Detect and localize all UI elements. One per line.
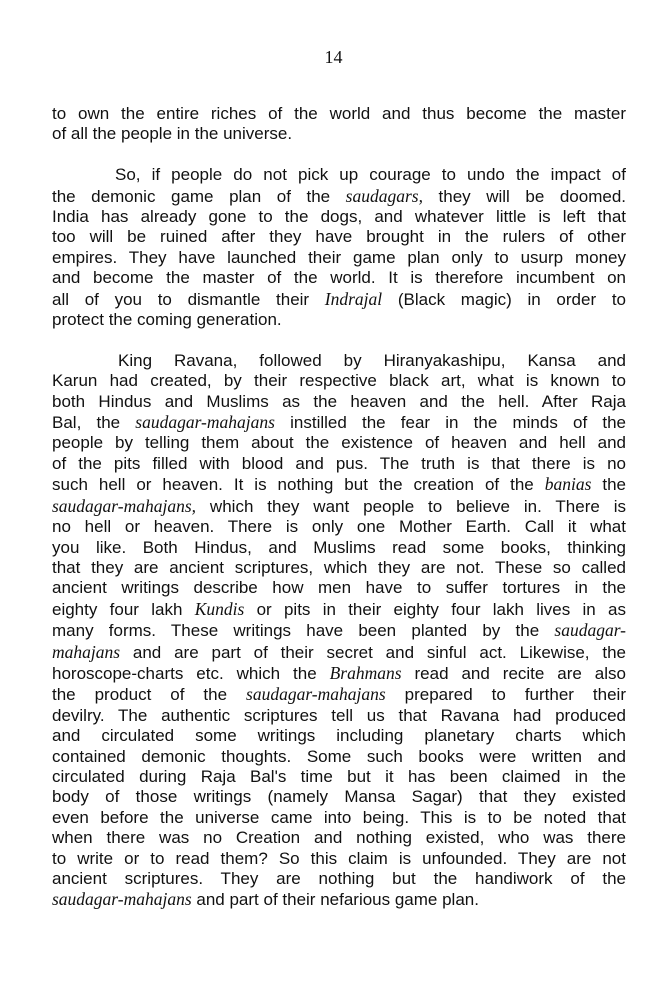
text-run: Karun had created, by their respective black art, what is known to bbox=[52, 371, 626, 391]
text-line bbox=[52, 706, 626, 726]
text-line bbox=[52, 104, 626, 124]
text-run: and part of their nefarious game plan. bbox=[191, 890, 479, 910]
text-run: devilry. The authentic scriptures tell us that Ravana had produced bbox=[52, 705, 626, 725]
text-line bbox=[52, 599, 626, 620]
text-run: that they are ancient scriptures, which they are not. These so called bbox=[52, 557, 626, 577]
text-line bbox=[52, 517, 626, 537]
text-run: they will be doomed. bbox=[422, 186, 626, 206]
text-run: no hell or heaven. There is only one Mother Earth. Call it what bbox=[52, 517, 626, 537]
text-line bbox=[52, 496, 626, 517]
text-run: too will be ruined after they have brought in the rulers of other bbox=[52, 227, 626, 247]
text-line bbox=[52, 268, 626, 288]
text-run: read and recite are also bbox=[401, 663, 626, 683]
text-line bbox=[52, 849, 626, 869]
text-line bbox=[52, 869, 626, 889]
text-line bbox=[52, 828, 626, 848]
text-line bbox=[52, 227, 626, 247]
italic-term: saudagar-mahajans bbox=[52, 889, 192, 910]
italic-term: Brahmans bbox=[329, 662, 402, 683]
italic-term: saudagars, bbox=[345, 185, 423, 206]
italic-term: saudagar- bbox=[554, 620, 626, 641]
paragraph bbox=[52, 104, 626, 145]
text-run: people by telling them about the existence of heaven and hell and bbox=[52, 433, 626, 453]
text-line bbox=[52, 371, 626, 391]
text-line bbox=[52, 767, 626, 787]
text-line bbox=[52, 433, 626, 453]
text-line bbox=[52, 787, 626, 807]
text-line bbox=[52, 392, 626, 412]
text-run: the product of the bbox=[52, 685, 247, 705]
text-run: King Ravana, followed by Hiranyakashipu, Kansa and bbox=[118, 350, 626, 370]
text-run: when there was no Creation and nothing existed, who was there bbox=[52, 828, 626, 848]
text-run: empires. They have launched their game plan only to usurp money bbox=[52, 247, 626, 267]
text-run: you like. Both Hindus, and Muslims read some books, thinking bbox=[52, 537, 626, 557]
text-run: of all the people in the universe. bbox=[52, 124, 293, 144]
text-line bbox=[52, 663, 626, 684]
paragraph bbox=[52, 165, 626, 330]
text-line bbox=[52, 454, 626, 474]
text-run: circulated during Raja Bal's time but it has been claimed in the bbox=[52, 766, 626, 786]
body-text bbox=[52, 104, 626, 911]
text-line bbox=[52, 412, 626, 433]
italic-term: Kundis bbox=[194, 598, 245, 619]
text-line bbox=[52, 124, 626, 144]
text-run: and become the master of the world. It is therefore incumbent on bbox=[52, 268, 626, 288]
text-run: the demonic game plan of the bbox=[52, 186, 346, 206]
text-run: eighty four lakh bbox=[52, 599, 195, 619]
text-line bbox=[52, 538, 626, 558]
text-line bbox=[52, 726, 626, 746]
text-line bbox=[52, 165, 626, 185]
text-line bbox=[52, 207, 626, 227]
text-line bbox=[52, 620, 626, 641]
text-line bbox=[52, 474, 626, 495]
text-run: body of those writings (namely Mansa Sagar) that they existed bbox=[52, 787, 626, 807]
text-run: the bbox=[591, 475, 626, 495]
text-line bbox=[52, 578, 626, 598]
text-run: of the pits filled with blood and pus. The truth is that there is no bbox=[52, 453, 626, 473]
text-run: or pits in their eighty four lakh lives in as bbox=[244, 599, 626, 619]
text-run: So, if people do not pick up courage to undo the impact of bbox=[115, 165, 626, 185]
text-run: all of you to dismantle their bbox=[52, 289, 325, 309]
text-line bbox=[52, 310, 626, 330]
text-run: horoscope-charts etc. which the bbox=[52, 663, 330, 683]
text-run: prepared to further their bbox=[385, 685, 626, 705]
italic-term: Indrajal bbox=[324, 288, 383, 309]
text-run: both Hindus and Muslims as the heaven and the hell. After Raja bbox=[52, 391, 626, 411]
text-line bbox=[52, 642, 626, 663]
text-run: even before the universe came into being. This is to be noted that bbox=[52, 807, 626, 827]
text-line bbox=[52, 351, 626, 371]
text-run: such hell or heaven. It is nothing but the creation of the bbox=[52, 475, 545, 495]
text-run: Bal, the bbox=[52, 413, 136, 433]
text-run: ancient writings describe how men have to suffer tortures in the bbox=[52, 578, 626, 598]
text-line bbox=[52, 808, 626, 828]
text-line bbox=[52, 747, 626, 767]
text-run: protect the coming generation. bbox=[52, 310, 282, 330]
italic-term: saudagar-mahajans, bbox=[52, 495, 197, 516]
text-run: to own the entire riches of the world and thus become the master bbox=[52, 104, 626, 123]
text-line bbox=[52, 289, 626, 310]
text-run: instilled the fear in the minds of the bbox=[274, 413, 626, 433]
text-line bbox=[52, 186, 626, 207]
italic-term: saudagar-mahajans bbox=[246, 684, 386, 705]
text-line bbox=[52, 889, 626, 910]
text-run: (Black magic) in order to bbox=[382, 289, 626, 309]
italic-term: mahajans bbox=[52, 641, 121, 662]
text-run: which they want people to believe in. There is bbox=[196, 496, 626, 516]
page-number: 14 bbox=[324, 47, 343, 67]
text-line bbox=[52, 558, 626, 578]
text-run: and are part of their secret and sinful act. Likewise, the bbox=[120, 642, 626, 662]
text-run: contained demonic thoughts. Some such books were written and bbox=[52, 746, 626, 766]
text-run: many forms. These writings have been planted by the bbox=[52, 621, 555, 641]
text-run: to write or to read them? So this claim is unfounded. They are not bbox=[52, 848, 626, 868]
paragraph bbox=[52, 351, 626, 911]
text-run: ancient scriptures. They are nothing but the handiwork of the bbox=[52, 869, 626, 888]
text-line bbox=[52, 248, 626, 268]
text-run: and circulated some writings including planetary charts which bbox=[52, 726, 626, 746]
italic-term: banias bbox=[544, 474, 592, 495]
italic-term: saudagar-mahajans bbox=[135, 412, 275, 433]
text-line bbox=[52, 684, 626, 705]
text-run: India has already gone to the dogs, and whatever little is left that bbox=[52, 207, 626, 227]
